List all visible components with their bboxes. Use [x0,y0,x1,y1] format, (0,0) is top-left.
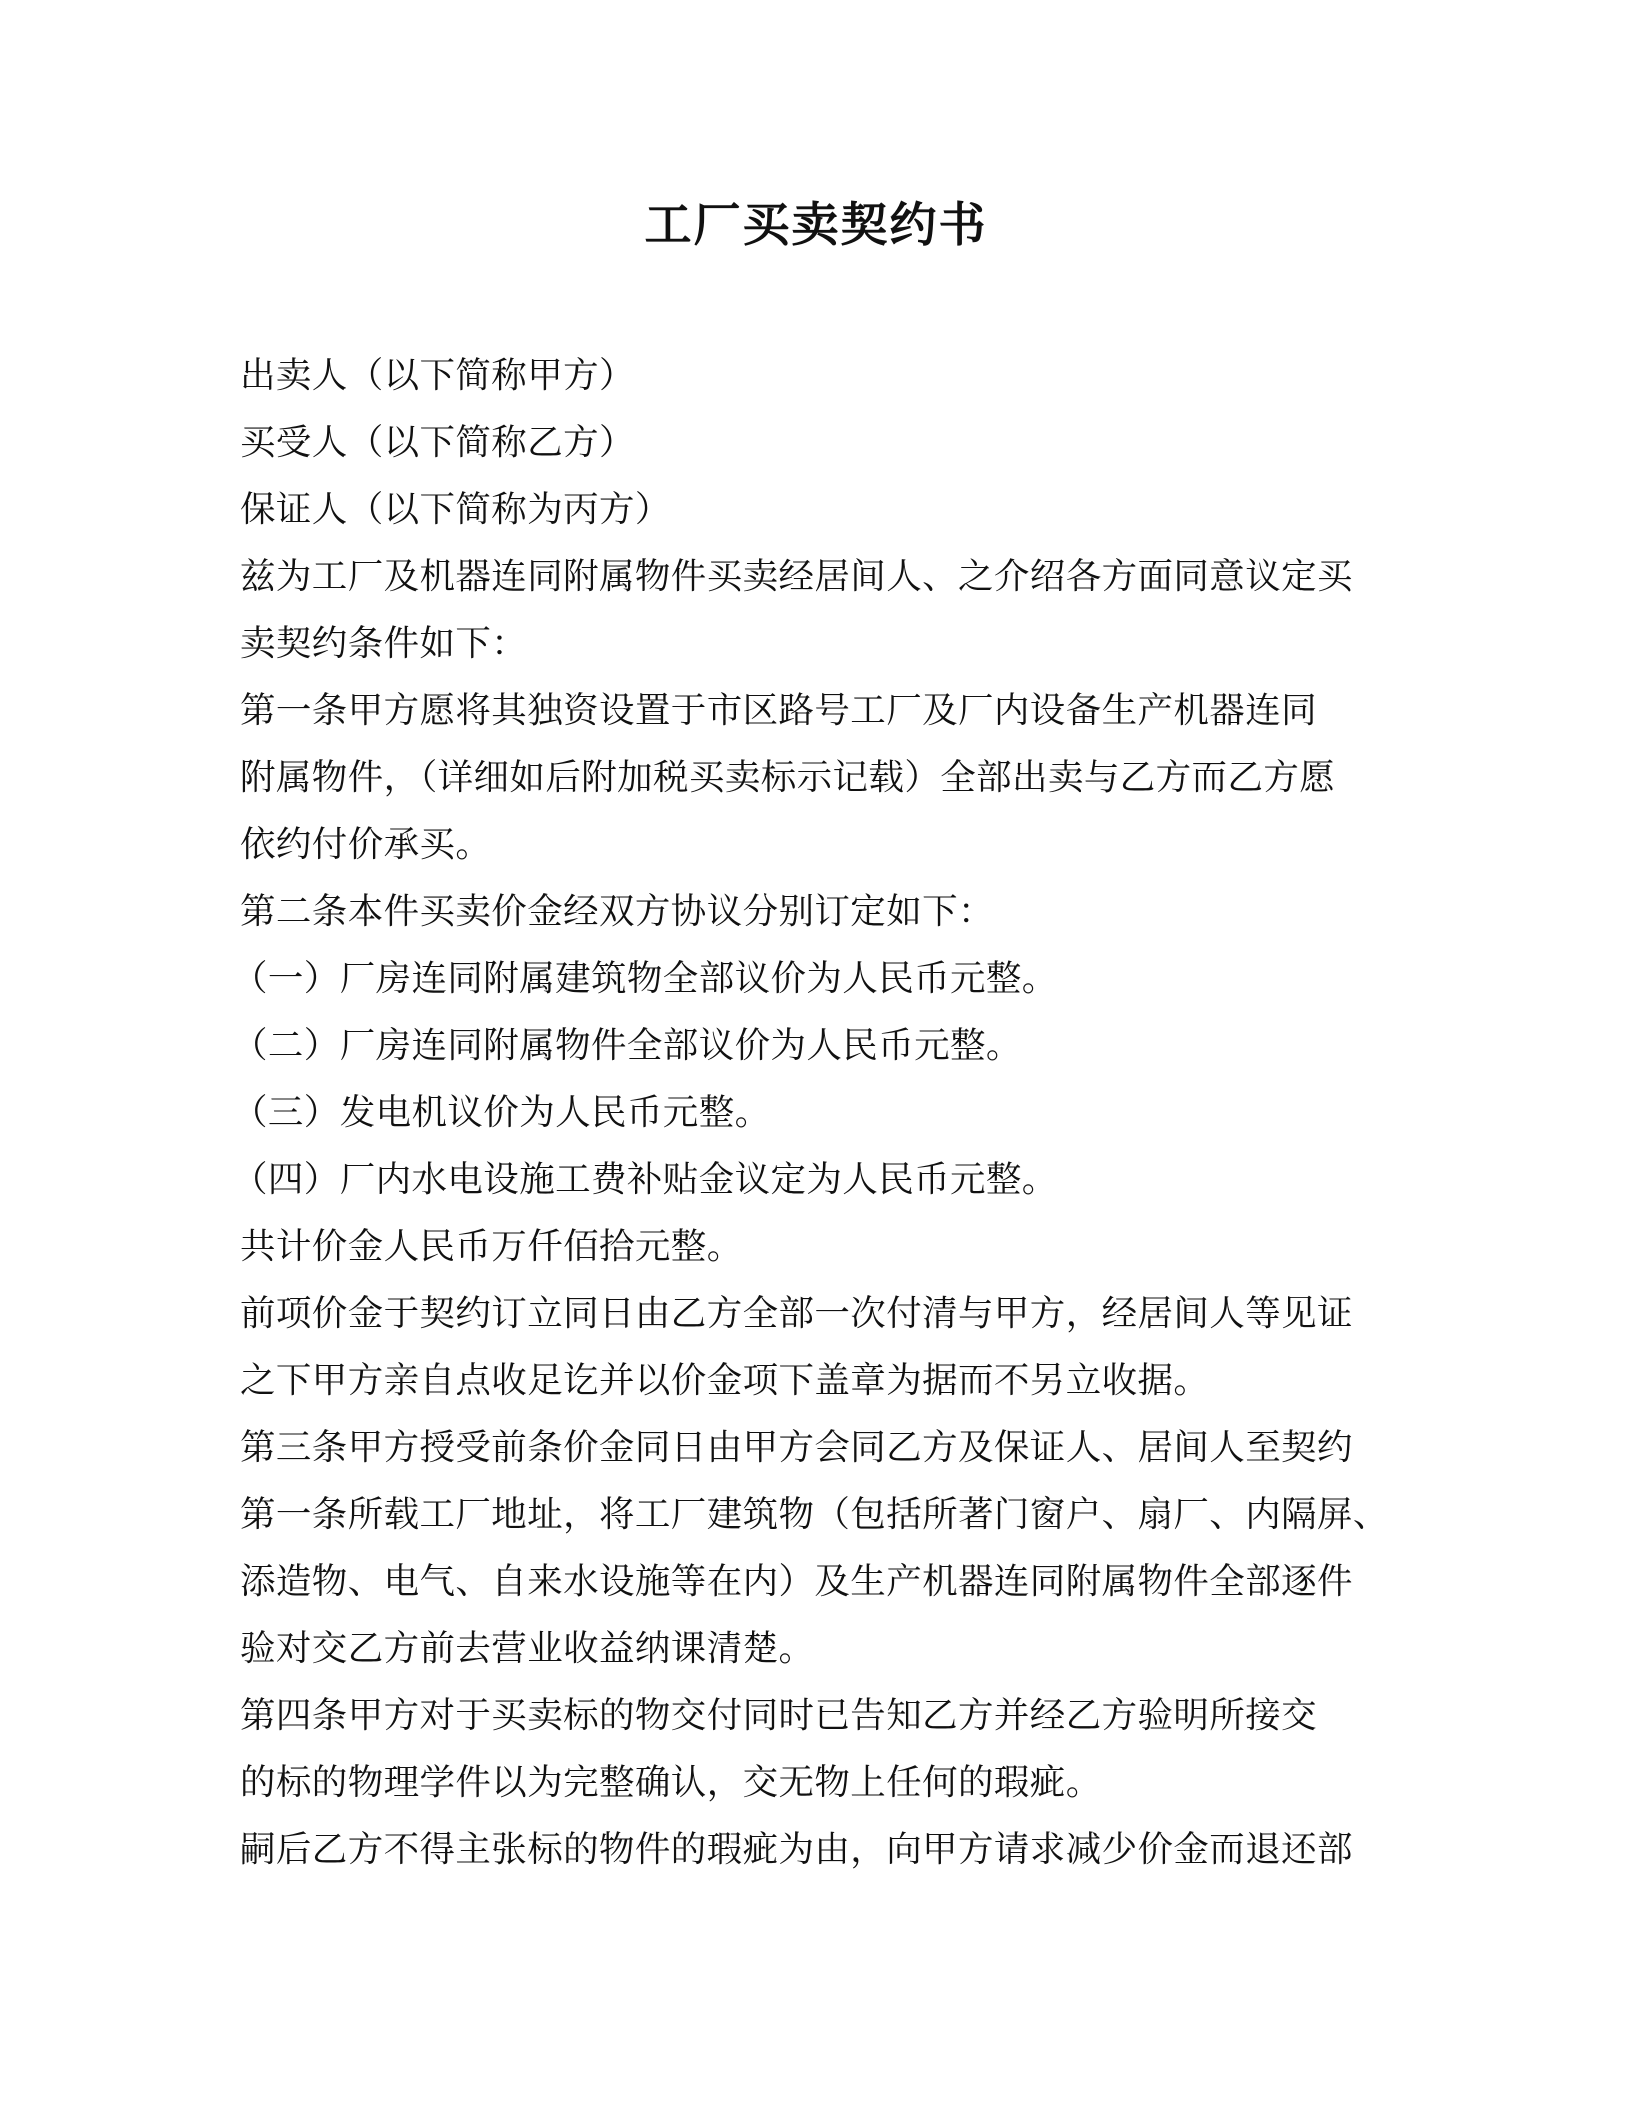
text-line: 的标的物理学件以为完整确认，交无物上任何的瑕疵。 [240,1762,1102,1803]
text-line: 嗣后乙方不得主张标的物件的瑕疵为由，向甲方请求减少价金而退还部 [240,1829,1353,1870]
text-line-buyer: 买受人（以下简称乙方） [240,422,635,463]
text-line-item-3: （三）发电机议价为人民币元整。 [232,1092,771,1133]
text-line-article-2: 第二条本件买卖价金经双方协议分别订定如下： [240,891,994,932]
text-line: 之下甲方亲自点收足讫并以价金项下盖章为据而不另立收据。 [240,1360,1210,1401]
text-line: 附属物件，（详细如后附加税买卖标示记载）全部出卖与乙方而乙方愿 [240,757,1336,798]
text-line-seller: 出卖人（以下简称甲方） [240,355,635,396]
text-line: 前项价金于契约订立同日由乙方全部一次付清与甲方，经居间人等见证 [240,1293,1353,1334]
text-line-article-1: 第一条甲方愿将其独资设置于市区路号工厂及厂内设备生产机器连同 [240,690,1318,731]
text-line-guarantor: 保证人（以下简称为丙方） [240,489,671,530]
text-line: 第一条所载工厂地址，将工厂建筑物（包括所著门窗户、扇厂、内隔屏、 [240,1494,1389,1535]
text-line: 验对交乙方前去营业收益纳课清楚。 [240,1628,815,1669]
text-line: 卖契约条件如下： [240,623,528,664]
document-title: 工厂买卖契约书 [644,198,988,253]
text-line-item-4: （四）厂内水电设施工费补贴金议定为人民币元整。 [232,1159,1058,1200]
text-line-article-3: 第三条甲方授受前条价金同日由甲方会同乙方及保证人、居间人至契约 [240,1427,1353,1468]
text-line: 兹为工厂及机器连同附属物件买卖经居间人、之介绍各方面同意议定买 [240,556,1353,597]
text-line: 添造物、电气、自来水设施等在内）及生产机器连同附属物件全部逐件 [240,1561,1353,1602]
text-line-item-2: （二）厂房连同附属物件全部议价为人民币元整。 [232,1025,1022,1066]
text-line-item-1: （一）厂房连同附属建筑物全部议价为人民币元整。 [232,958,1058,999]
document-body [232,342,1400,1883]
text-line-total: 共计价金人民币万仟佰拾元整。 [240,1226,743,1267]
text-line-article-4: 第四条甲方对于买卖标的物交付同时已告知乙方并经乙方验明所接交 [240,1695,1318,1736]
text-line: 依约付价承买。 [240,824,492,865]
